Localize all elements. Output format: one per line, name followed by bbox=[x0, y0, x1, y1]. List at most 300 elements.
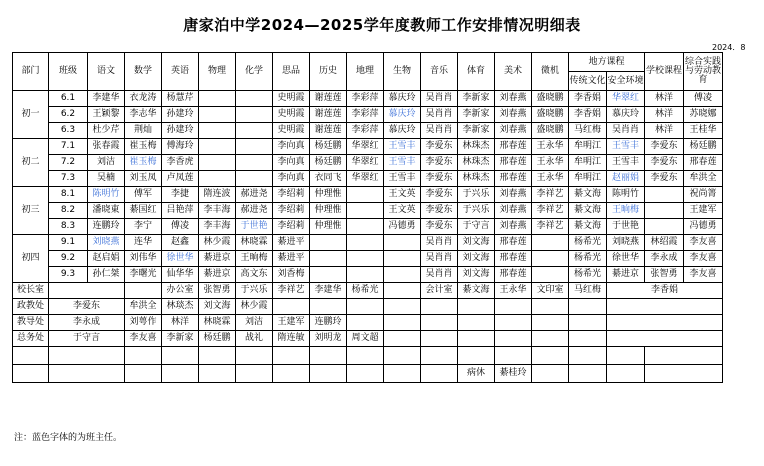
teacher-cell: 吴肖肖 bbox=[421, 107, 458, 123]
staff-cell: 王建军 bbox=[273, 315, 310, 331]
teacher-cell bbox=[347, 267, 384, 283]
teacher-cell: 吴肖肖 bbox=[421, 91, 458, 107]
teacher-cell: 綦进平 bbox=[273, 251, 310, 267]
teacher-cell: 史明霞 bbox=[273, 107, 310, 123]
dept-cell: 初三 bbox=[13, 187, 49, 235]
teacher-cell: 徐世华 bbox=[162, 251, 199, 267]
teacher-cell: 张智勇 bbox=[645, 267, 684, 283]
teacher-cell: 李彩萍 bbox=[347, 91, 384, 107]
teacher-cell: 崔玉梅 bbox=[125, 155, 162, 171]
admin-row bbox=[13, 283, 723, 299]
teacher-cell: 仲理惟 bbox=[310, 203, 347, 219]
staff-cell bbox=[495, 299, 532, 315]
staff-cell bbox=[532, 331, 569, 347]
teacher-cell: 慕庆玲 bbox=[384, 123, 421, 139]
blank-cell bbox=[421, 347, 458, 365]
teacher-cell: 林晓霖 bbox=[236, 235, 273, 251]
teacher-cell: 綦进京 bbox=[199, 251, 236, 267]
teacher-cell: 荆灿 bbox=[125, 123, 162, 139]
blank-cell bbox=[49, 347, 125, 365]
teacher-cell: 李爱东 bbox=[421, 203, 458, 219]
table-row bbox=[13, 203, 723, 219]
teacher-cell: 史明霞 bbox=[273, 123, 310, 139]
teacher-cell: 刘晓燕 bbox=[88, 235, 125, 251]
teacher-cell: 赵启娟 bbox=[88, 251, 125, 267]
grade-cell: 6.1 bbox=[49, 91, 88, 107]
column-header: 部门 bbox=[13, 53, 49, 91]
teacher-cell bbox=[199, 171, 236, 187]
blank-cell: 病休 bbox=[458, 365, 495, 383]
dept-cell: 初二 bbox=[13, 139, 49, 187]
teacher-cell: 慕庆玲 bbox=[607, 107, 645, 123]
teacher-cell: 华翠红 bbox=[347, 155, 384, 171]
teacher-cell: 吴肖肖 bbox=[607, 123, 645, 139]
header-row bbox=[13, 53, 723, 72]
teacher-cell: 刘伟华 bbox=[125, 251, 162, 267]
teacher-cell: 仲理惟 bbox=[310, 219, 347, 235]
teacher-cell: 李绍莉 bbox=[273, 187, 310, 203]
dept-cell: 初一 bbox=[13, 91, 49, 139]
blank-cell bbox=[532, 347, 569, 365]
staff-cell: 刘洁 bbox=[236, 315, 273, 331]
teacher-cell: 林珠杰 bbox=[458, 171, 495, 187]
staff-cell: 綦文海 bbox=[458, 283, 495, 299]
teacher-cell: 陈明竹 bbox=[88, 187, 125, 203]
teacher-cell: 王永华 bbox=[532, 171, 569, 187]
staff-cell bbox=[458, 315, 495, 331]
teacher-cell: 仲理惟 bbox=[310, 187, 347, 203]
column-header: 化学 bbox=[236, 53, 273, 91]
teacher-cell: 隋连波 bbox=[199, 187, 236, 203]
staff-cell: 林琰杰 bbox=[162, 299, 199, 315]
staff-cell bbox=[607, 315, 723, 331]
staff-cell bbox=[421, 299, 458, 315]
teacher-cell: 林珠杰 bbox=[458, 139, 495, 155]
teacher-cell: 连华 bbox=[125, 235, 162, 251]
teacher-cell: 刘春燕 bbox=[495, 203, 532, 219]
teacher-cell bbox=[236, 123, 273, 139]
teacher-cell: 李爱东 bbox=[421, 155, 458, 171]
teacher-cell bbox=[236, 107, 273, 123]
office-label: 校长室 bbox=[13, 283, 49, 299]
staff-cell bbox=[569, 331, 607, 347]
teacher-cell: 綦国红 bbox=[125, 203, 162, 219]
teacher-cell: 王晌梅 bbox=[607, 203, 645, 219]
teacher-cell: 马红梅 bbox=[569, 123, 607, 139]
teacher-cell: 刘文海 bbox=[458, 251, 495, 267]
staff-cell: 王永华 bbox=[495, 283, 532, 299]
teacher-cell: 于兴乐 bbox=[458, 203, 495, 219]
column-header: 微机 bbox=[532, 53, 569, 91]
column-header: 体育 bbox=[458, 53, 495, 91]
staff-cell: 张智勇 bbox=[199, 283, 236, 299]
teacher-cell: 邢春莲 bbox=[495, 139, 532, 155]
blank-cell bbox=[569, 365, 607, 383]
table-row bbox=[13, 251, 723, 267]
teacher-cell: 史明霞 bbox=[273, 91, 310, 107]
teacher-cell: 冯德勇 bbox=[684, 219, 723, 235]
staff-cell: 刘文海 bbox=[199, 299, 236, 315]
teacher-cell: 华翠红 bbox=[347, 139, 384, 155]
teacher-cell bbox=[384, 251, 421, 267]
teacher-cell: 李绍莉 bbox=[273, 219, 310, 235]
teacher-cell: 李爱东 bbox=[645, 139, 684, 155]
teacher-cell: 张春霞 bbox=[88, 139, 125, 155]
teacher-cell: 连鹏玲 bbox=[88, 219, 125, 235]
teacher-cell bbox=[384, 235, 421, 251]
column-header: 历史 bbox=[310, 53, 347, 91]
blank-cell bbox=[532, 365, 569, 383]
blank-cell bbox=[347, 365, 384, 383]
teacher-cell: 刘文海 bbox=[458, 267, 495, 283]
teacher-cell bbox=[645, 203, 684, 219]
teacher-cell bbox=[236, 139, 273, 155]
teacher-cell: 林洋 bbox=[645, 107, 684, 123]
column-header: 传统文化 bbox=[569, 72, 607, 91]
teacher-cell: 王颖黎 bbox=[88, 107, 125, 123]
staff-cell: 李新家 bbox=[162, 331, 199, 347]
teacher-cell: 李向真 bbox=[273, 171, 310, 187]
teacher-cell: 谢莲莲 bbox=[310, 91, 347, 107]
blank-cell bbox=[645, 347, 723, 365]
teacher-cell: 王建军 bbox=[684, 203, 723, 219]
teacher-cell: 李向真 bbox=[273, 155, 310, 171]
teacher-cell: 李香虎 bbox=[162, 155, 199, 171]
teacher-cell: 李祥艺 bbox=[532, 203, 569, 219]
blank-cell: 綦桂玲 bbox=[495, 365, 532, 383]
blank-cell bbox=[236, 347, 273, 365]
teacher-cell: 吴肖肖 bbox=[421, 267, 458, 283]
blank-cell bbox=[236, 365, 273, 383]
staff-cell: 牟洪全 bbox=[125, 299, 162, 315]
column-header: 语文 bbox=[88, 53, 125, 91]
staff-cell: 李建华 bbox=[310, 283, 347, 299]
teacher-cell: 李爱东 bbox=[645, 171, 684, 187]
teacher-cell: 王永华 bbox=[532, 139, 569, 155]
teacher-cell: 郝进尧 bbox=[236, 203, 273, 219]
teacher-cell: 李香娟 bbox=[569, 91, 607, 107]
teacher-cell: 牟洪全 bbox=[684, 171, 723, 187]
staff-cell: 李爱东 bbox=[49, 299, 125, 315]
staff-cell: 文印室 bbox=[532, 283, 569, 299]
grade-cell: 6.3 bbox=[49, 123, 88, 139]
teacher-cell bbox=[236, 91, 273, 107]
teacher-cell: 李爱东 bbox=[421, 187, 458, 203]
teacher-cell: 于兴乐 bbox=[458, 187, 495, 203]
blank-cell bbox=[310, 347, 347, 365]
teacher-cell: 刘文海 bbox=[458, 235, 495, 251]
staff-cell bbox=[273, 299, 310, 315]
teacher-cell: 高文东 bbox=[236, 267, 273, 283]
staff-cell: 会计室 bbox=[421, 283, 458, 299]
teacher-cell: 傅凌 bbox=[162, 219, 199, 235]
teacher-cell: 傅凌 bbox=[684, 91, 723, 107]
grade-cell: 9.1 bbox=[49, 235, 88, 251]
teacher-cell: 李爱东 bbox=[645, 155, 684, 171]
table-row bbox=[13, 235, 723, 251]
staff-cell bbox=[458, 299, 495, 315]
teacher-cell: 李宁 bbox=[125, 219, 162, 235]
blank-cell bbox=[495, 347, 532, 365]
blank-cell bbox=[13, 347, 49, 365]
office-label: 总务处 bbox=[13, 331, 49, 347]
teacher-cell bbox=[236, 171, 273, 187]
blank-cell bbox=[607, 347, 645, 365]
staff-cell: 隋连敏 bbox=[273, 331, 310, 347]
teacher-cell: 李爱东 bbox=[421, 139, 458, 155]
teacher-cell: 赵丽娟 bbox=[607, 171, 645, 187]
teacher-cell: 吕艳萍 bbox=[162, 203, 199, 219]
teacher-cell: 冯德勇 bbox=[384, 219, 421, 235]
teacher-cell: 王雪丰 bbox=[384, 155, 421, 171]
blank-cell bbox=[125, 365, 162, 383]
teacher-cell: 傅军 bbox=[125, 187, 162, 203]
teacher-cell bbox=[199, 123, 236, 139]
teacher-cell: 林珠杰 bbox=[458, 155, 495, 171]
teacher-cell: 华翠红 bbox=[607, 91, 645, 107]
column-header: 思品 bbox=[273, 53, 310, 91]
grade-cell: 9.3 bbox=[49, 267, 88, 283]
teacher-cell: 邢春莲 bbox=[495, 267, 532, 283]
table-row bbox=[13, 123, 723, 139]
teacher-cell bbox=[199, 139, 236, 155]
teacher-cell bbox=[532, 251, 569, 267]
teacher-cell: 赵鑫 bbox=[162, 235, 199, 251]
staff-cell bbox=[607, 331, 723, 347]
office-label: 教导处 bbox=[13, 315, 49, 331]
staff-cell: 林洋 bbox=[162, 315, 199, 331]
teacher-cell: 李新家 bbox=[458, 91, 495, 107]
teacher-cell: 綦文海 bbox=[569, 187, 607, 203]
teacher-cell: 牟明江 bbox=[569, 155, 607, 171]
teacher-cell: 李彩萍 bbox=[347, 107, 384, 123]
staff-cell: 李祥艺 bbox=[273, 283, 310, 299]
teacher-cell: 杨希光 bbox=[569, 235, 607, 251]
teacher-cell bbox=[645, 219, 684, 235]
teacher-cell: 王桂华 bbox=[684, 123, 723, 139]
teacher-cell: 王雪丰 bbox=[607, 155, 645, 171]
column-header: 英语 bbox=[162, 53, 199, 91]
teacher-cell bbox=[310, 235, 347, 251]
column-header: 综合实践与劳动教育 bbox=[684, 53, 723, 91]
staff-cell: 周文超 bbox=[347, 331, 384, 347]
staff-cell: 办公室 bbox=[162, 283, 199, 299]
staff-cell bbox=[569, 299, 607, 315]
staff-cell: 杨廷鹏 bbox=[199, 331, 236, 347]
blank-cell bbox=[310, 365, 347, 383]
teacher-cell: 杜少芹 bbox=[88, 123, 125, 139]
staff-cell: 战礼 bbox=[236, 331, 273, 347]
teacher-cell: 綦进京 bbox=[199, 267, 236, 283]
teacher-cell: 邢春莲 bbox=[495, 155, 532, 171]
blank-cell bbox=[162, 347, 199, 365]
teacher-cell bbox=[384, 267, 421, 283]
teacher-cell bbox=[199, 155, 236, 171]
staff-cell: 杨希光 bbox=[347, 283, 384, 299]
teacher-cell: 潘晓東 bbox=[88, 203, 125, 219]
teacher-cell: 刘玉凤 bbox=[125, 171, 162, 187]
teacher-cell: 刘晓燕 bbox=[607, 235, 645, 251]
teacher-cell: 孙建玲 bbox=[162, 123, 199, 139]
teacher-cell: 孙仁桀 bbox=[88, 267, 125, 283]
teacher-cell: 王雪丰 bbox=[384, 171, 421, 187]
teacher-cell: 李香娟 bbox=[569, 107, 607, 123]
teacher-cell: 李曙光 bbox=[125, 267, 162, 283]
staff-cell: 刘明龙 bbox=[310, 331, 347, 347]
teacher-cell: 盛晓鹏 bbox=[532, 123, 569, 139]
teacher-cell: 孙建玲 bbox=[162, 107, 199, 123]
blank-cell bbox=[199, 365, 236, 383]
staff-cell bbox=[532, 315, 569, 331]
teacher-cell: 谢莲莲 bbox=[310, 107, 347, 123]
table-row bbox=[13, 91, 723, 107]
staff-cell bbox=[384, 283, 421, 299]
teacher-cell: 牟明江 bbox=[569, 171, 607, 187]
staff-cell bbox=[384, 331, 421, 347]
teacher-cell: 李丰海 bbox=[199, 219, 236, 235]
teacher-cell: 李彩萍 bbox=[347, 123, 384, 139]
teacher-cell: 吴肖肖 bbox=[421, 251, 458, 267]
teacher-cell: 綦文海 bbox=[569, 203, 607, 219]
staff-cell: 于兴乐 bbox=[236, 283, 273, 299]
teacher-cell: 李永成 bbox=[645, 251, 684, 267]
staff-cell: 刘萼作 bbox=[125, 315, 162, 331]
blank-cell bbox=[607, 365, 645, 383]
teacher-cell: 吴肖肖 bbox=[421, 235, 458, 251]
teacher-cell bbox=[347, 251, 384, 267]
teacher-cell: 邢春莲 bbox=[495, 251, 532, 267]
teacher-cell bbox=[310, 267, 347, 283]
teacher-cell: 刘春燕 bbox=[495, 91, 532, 107]
teacher-cell: 傅海玲 bbox=[162, 139, 199, 155]
teacher-cell: 刘洁 bbox=[88, 155, 125, 171]
teacher-cell: 刘香梅 bbox=[273, 267, 310, 283]
blank-cell bbox=[384, 365, 421, 383]
admin-row bbox=[13, 299, 723, 315]
staff-cell bbox=[607, 299, 723, 315]
dept-cell: 初四 bbox=[13, 235, 49, 283]
teacher-cell: 陈明竹 bbox=[607, 187, 645, 203]
grade-cell: 7.1 bbox=[49, 139, 88, 155]
staff-cell bbox=[347, 299, 384, 315]
teacher-cell: 林少霞 bbox=[199, 235, 236, 251]
teacher-cell: 邢春莲 bbox=[495, 235, 532, 251]
teacher-cell bbox=[199, 107, 236, 123]
column-header: 班级 bbox=[49, 53, 88, 91]
teacher-cell: 李志华 bbox=[125, 107, 162, 123]
grade-cell: 6.2 bbox=[49, 107, 88, 123]
table-row bbox=[13, 187, 723, 203]
staff-cell bbox=[310, 299, 347, 315]
staff-cell bbox=[125, 283, 162, 299]
teacher-cell: 于世艳 bbox=[607, 219, 645, 235]
teacher-cell: 卢凤莲 bbox=[162, 171, 199, 187]
table-row bbox=[13, 139, 723, 155]
grade-cell: 7.2 bbox=[49, 155, 88, 171]
teacher-cell: 吴肖肖 bbox=[421, 123, 458, 139]
office-label: 政教处 bbox=[13, 299, 49, 315]
teacher-cell bbox=[645, 187, 684, 203]
teacher-cell: 牟明江 bbox=[569, 139, 607, 155]
teacher-cell: 苏晓娜 bbox=[684, 107, 723, 123]
teacher-cell: 谢莲莲 bbox=[310, 123, 347, 139]
blank-cell bbox=[458, 347, 495, 365]
teacher-cell: 杨慧芹 bbox=[162, 91, 199, 107]
staff-cell bbox=[421, 315, 458, 331]
staff-cell bbox=[384, 315, 421, 331]
grade-cell: 7.3 bbox=[49, 171, 88, 187]
grade-cell: 8.1 bbox=[49, 187, 88, 203]
staff-cell: 李香娟 bbox=[607, 283, 723, 299]
teacher-cell: 邢春莲 bbox=[684, 155, 723, 171]
blank-row bbox=[13, 347, 723, 365]
table-row bbox=[13, 219, 723, 235]
staff-cell bbox=[532, 299, 569, 315]
teacher-cell: 林绍霞 bbox=[645, 235, 684, 251]
blank-cell bbox=[347, 347, 384, 365]
staff-cell bbox=[49, 283, 125, 299]
column-header: 数学 bbox=[125, 53, 162, 91]
blank-cell bbox=[199, 347, 236, 365]
column-header: 学校课程 bbox=[645, 53, 684, 91]
teacher-cell bbox=[532, 235, 569, 251]
teacher-cell: 杨廷鹏 bbox=[684, 139, 723, 155]
staff-cell bbox=[495, 315, 532, 331]
teacher-cell: 綦进平 bbox=[273, 235, 310, 251]
column-header: 地理 bbox=[347, 53, 384, 91]
column-header: 安全环境 bbox=[607, 72, 645, 91]
grade-cell: 8.2 bbox=[49, 203, 88, 219]
teacher-cell: 王文英 bbox=[384, 203, 421, 219]
teacher-cell: 李友喜 bbox=[684, 251, 723, 267]
staff-cell bbox=[458, 331, 495, 347]
teacher-cell: 李捷 bbox=[162, 187, 199, 203]
table-row bbox=[13, 171, 723, 187]
staff-cell: 连鹏玲 bbox=[310, 315, 347, 331]
staff-cell: 林晓霖 bbox=[199, 315, 236, 331]
teacher-cell: 郝进尧 bbox=[236, 187, 273, 203]
staff-cell: 于守言 bbox=[49, 331, 125, 347]
teacher-cell: 李绍莉 bbox=[273, 203, 310, 219]
teacher-cell: 王雪丰 bbox=[384, 139, 421, 155]
blank-cell bbox=[49, 365, 125, 383]
teacher-cell: 綦文海 bbox=[569, 219, 607, 235]
teacher-cell: 李建华 bbox=[88, 91, 125, 107]
teacher-cell: 衣龙涛 bbox=[125, 91, 162, 107]
teacher-cell bbox=[310, 251, 347, 267]
grade-cell: 8.3 bbox=[49, 219, 88, 235]
teacher-cell: 邢春莲 bbox=[495, 171, 532, 187]
teacher-cell bbox=[347, 203, 384, 219]
staff-cell: 李友喜 bbox=[125, 331, 162, 347]
footnote: 注：蓝色字体的为班主任。 bbox=[14, 433, 123, 443]
column-header: 物理 bbox=[199, 53, 236, 91]
teacher-cell bbox=[199, 91, 236, 107]
blank-row bbox=[13, 365, 723, 383]
table-row bbox=[13, 267, 723, 283]
teacher-cell bbox=[347, 187, 384, 203]
teacher-cell: 于世艳 bbox=[236, 219, 273, 235]
staff-cell: 李永成 bbox=[49, 315, 125, 331]
column-header: 地方课程 bbox=[569, 53, 645, 72]
teacher-cell: 綦进京 bbox=[607, 267, 645, 283]
teacher-cell: 李祥艺 bbox=[532, 187, 569, 203]
staff-cell bbox=[569, 315, 607, 331]
column-header: 生物 bbox=[384, 53, 421, 91]
staff-cell bbox=[347, 315, 384, 331]
teacher-cell: 李祥艺 bbox=[532, 219, 569, 235]
teacher-cell: 刘春燕 bbox=[495, 123, 532, 139]
